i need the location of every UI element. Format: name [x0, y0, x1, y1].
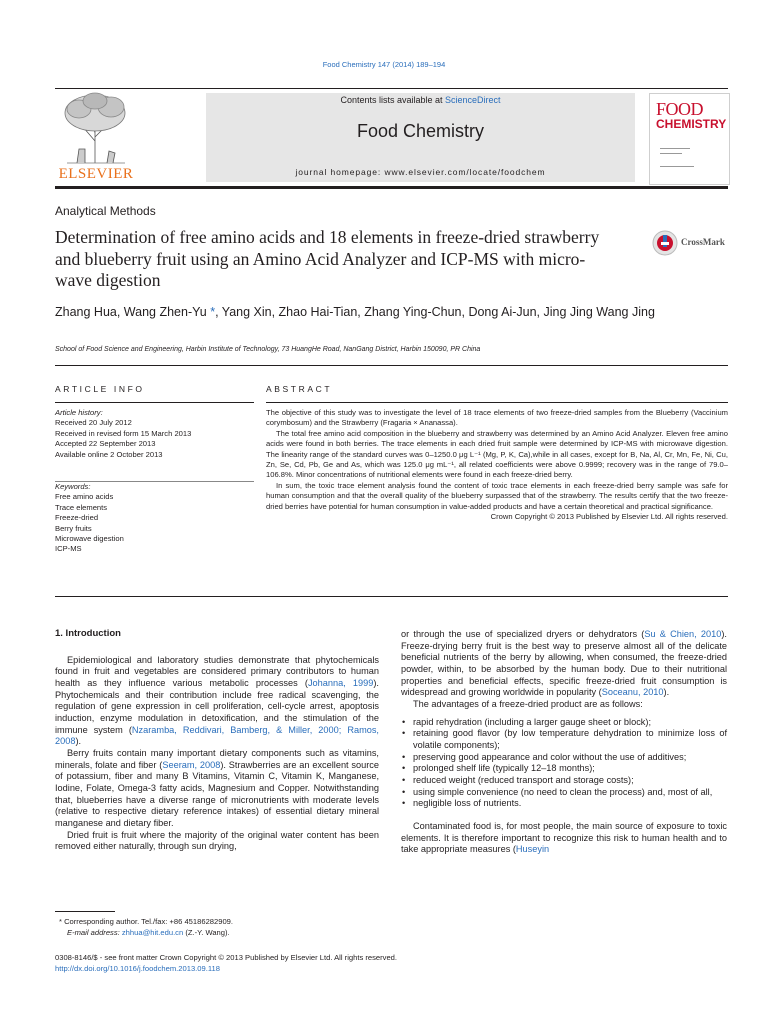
journal-reference[interactable]: Food Chemistry 147 (2014) 189–194	[322, 60, 446, 69]
citation-link[interactable]: Huseyin	[515, 844, 550, 855]
list-item: • rapid rehydration (including a larger gauge sheet or block);	[401, 717, 727, 729]
text-run: ). Phytochemicals and their contribution include free radical scavenging, the regulation of gene expression in cell proliferation, cell-cycle arrest, apoptosis induction, enzyme modulation in detoxification, and the stimulation of the immune system (	[55, 677, 379, 735]
abstract-rule	[266, 402, 728, 403]
keyword-item: Berry fruits	[55, 523, 92, 533]
list-item: • prolonged shelf life (typically 12–18 months);	[401, 763, 727, 775]
abstract-paragraph: The objective of this study was to investigate the level of 18 trace elements of two freeze-dried samples from the Blueberry (Vaccinium corymbosum) and the Strawberry (Fragaria × Ananassa).	[266, 408, 728, 428]
text-run: Contaminated food is, for most people, the main source of exposure to toxic elements. It is therefore important to recognize this risk to human health and to take appropriate measures (	[401, 820, 727, 855]
history-item: Available online 2 October 2013	[55, 449, 163, 459]
history-item: Received 20 July 2012	[55, 418, 132, 428]
list-item: • preserving good appearance and color without the use of additives;	[401, 752, 727, 764]
body-paragraph: Dried fruit is fruit where the majority of the original water content has been removed either naturally, through sun drying,	[55, 829, 379, 852]
crossmark-icon[interactable]	[652, 230, 678, 261]
text-run: or through the use of specialized dryers or dehydrators (	[401, 629, 645, 639]
article-info-heading: ARTICLE INFO	[55, 384, 145, 394]
corresponding-author-marker[interactable]: *	[206, 305, 216, 319]
keyword-item: Freeze-dried	[55, 513, 99, 523]
author-list	[55, 304, 695, 320]
list-item: • negligible loss of nutrients.	[401, 798, 727, 810]
article-history	[55, 408, 254, 460]
history-item: Accepted 22 September 2013	[55, 439, 156, 449]
corresponding-author-note: * Corresponding author. Tel./fax: +86 45186282909.	[59, 917, 234, 926]
paper-title: Determination of free amino acids and 18 elements in freeze-dried strawberry and blueberry fruit using an Amino Acid Analyzer and ICP-MS with micro-wave digestion	[55, 227, 600, 290]
authors-first: Zhang Hua, Wang Zhen-Yu	[55, 305, 207, 319]
list-item: • retaining good flavor (by low temperature dehydration to minimize loss of volatile components);	[401, 728, 727, 751]
abstract-bottom-rule	[55, 596, 728, 597]
text-run: ).	[75, 736, 82, 747]
email-link[interactable]: zhhua@hit.edu.cn	[121, 928, 184, 937]
keyword-item: Trace elements	[55, 502, 108, 512]
header-rule-bottom	[55, 186, 728, 189]
email-suffix: (Z.-Y. Wang).	[183, 928, 230, 937]
history-label: Article history:	[55, 408, 103, 417]
keyword-item: ICP-MS	[55, 544, 82, 554]
cover-title-food: FOOD	[656, 99, 704, 119]
citation-link[interactable]: Soceanu, 2010	[601, 687, 664, 698]
text-run: Berry fruits contain many important dietary components such as vitamins, minerals, folate and fiber (	[55, 747, 379, 770]
homepage-url[interactable]: www.elsevier.com/locate/foodchem	[384, 167, 546, 177]
keyword-item: Microwave digestion	[55, 534, 124, 544]
cover-text-line	[660, 153, 682, 154]
abstract-paragraph: In sum, the toxic trace element analysis found the content of toxic trace elements in each freeze-dried berry sample was safe for human consumption and that the overall quality of the blueberry surpassed that of the strawberry. The results certify that the two freeze-dried berries have potential for human consumption in value-added products and have a certain theoretical and practical significance.	[266, 480, 728, 511]
page-footer	[55, 952, 655, 974]
body-paragraph	[55, 748, 379, 830]
introduction-heading: 1. Introduction	[55, 628, 121, 639]
text-run: ). Strawberries are an excellent source of potassium, fiber and many B Vitamins, Vitamin C, Vitamin K, Manganese, Iodine, Folate, Omega-3 fatty acids, Magnesium and Copper. Notwithstanding that, blueberries have a diverse range of micronutrients with moderate levels (relative to respective dietary reference intakes) of essential dietary mineral manganese and dietary fiber.	[55, 759, 380, 828]
section-label: Analytical Methods	[55, 204, 156, 218]
journal-homepage	[206, 167, 635, 177]
body-paragraph	[401, 821, 727, 856]
cover-text-line	[660, 166, 694, 167]
header-rule-top	[55, 88, 728, 89]
keywords-label: Keywords:	[55, 482, 91, 491]
issn-line: 0308-8146/$ - see front matter Crown Copyright © 2013 Published by Elsevier Ltd. All rights reserved.	[55, 953, 398, 962]
cover-title-chemistry: CHEMISTRY	[656, 117, 727, 131]
elsevier-wordmark: ELSEVIER	[58, 166, 134, 182]
citation-link[interactable]: Su & Chien, 2010	[644, 629, 722, 639]
keyword-item: Free amino acids	[55, 492, 114, 502]
abstract-paragraph: The total free amino acid composition in the blueberry and strawberry was determined by an Amino Acid Analyzer. Eleven free amino acids were found in both berries. The trace elements in each dried fruit sample were determined by ICP-MS with microwave digestion. The linearity range of the standard curves was 0–1250.0 μg L⁻¹ (Mg, P, K, Ca),while in all cases, except for B, Na, Al, Cr, Mn, Fe, Ni, Cu, Zn, Se, Cd, Pb, Ge and As, which was 125.0 μg mL⁻¹, all related coefficients were above 0.9999; recovery was in the range of 79.0–106.8%. Minor concentrations of nutritional elements were found in each freeze-dried berry.	[266, 428, 728, 480]
list-item: • using simple convenience (no need to clean the process) and, most of all,	[401, 787, 727, 799]
footnote	[55, 916, 385, 938]
list-item: • reduced weight (reduced transport and storage costs);	[401, 775, 727, 787]
body-column-right	[401, 629, 727, 856]
cover-text-line	[660, 148, 690, 149]
text-run: Epidemiological and laboratory studies demonstrate that phytochemicals found in fruit and vegetables are considered primary contributors to human health as they influence various metabolic processes (	[55, 654, 379, 688]
citation-link[interactable]: Seeram, 2008	[162, 759, 221, 770]
body-column-left	[55, 628, 379, 853]
text-run: ). Freeze-drying berry fruit is the best way to preserve almost all of the delicate beneficial nutrients of the berry by allowing, when consumed, the freeze-dried powder, within, to be absorbed by the human body. Due to their nutritional properties and beneficial effects, specific freeze-dried fruit consumption is widespread and growing worldwide in popularity (	[401, 629, 727, 698]
citation-link[interactable]: Johanna, 1999	[307, 677, 374, 688]
citation-link[interactable]: Nzaramba, Reddivari, Bamberg, & Miller, 2000; Ramos, 2008	[55, 724, 379, 747]
sciencedirect-link[interactable]: ScienceDirect	[445, 95, 501, 105]
email-label: E-mail address:	[67, 928, 122, 937]
advantages-list	[401, 717, 727, 810]
authors-rest: , Yang Xin, Zhao Hai-Tian, Zhang Ying-Chun, Dong Ai-Jun, Jing Jing Wang Jing	[215, 305, 655, 319]
abstract-body	[266, 408, 728, 522]
contents-line	[206, 95, 635, 105]
abstract-copyright: Crown Copyright © 2013 Published by Elsevier Ltd. All rights reserved.	[490, 512, 728, 522]
journal-title: Food Chemistry	[356, 121, 485, 141]
contents-prefix: Contents lists available at	[340, 95, 446, 105]
crossmark-label[interactable]: CrossMark	[681, 237, 725, 247]
footnote-rule	[55, 911, 115, 912]
article-info-rule	[55, 402, 254, 403]
email-note	[55, 927, 385, 938]
body-paragraph	[55, 655, 379, 748]
text-run: ).	[663, 687, 670, 698]
body-paragraph: The advantages of a freeze-dried product are as follows:	[413, 698, 643, 709]
body-paragraph	[401, 629, 727, 699]
abstract-heading: ABSTRACT	[266, 384, 333, 394]
affiliation: School of Food Science and Engineering, Harbin Institute of Technology, 73 HuangHe Road, NanGang District, Harbin 150090, PR China	[55, 346, 481, 353]
history-item: Received in revised form 15 March 2013	[55, 428, 192, 438]
homepage-prefix: journal homepage:	[295, 167, 385, 177]
doi-link[interactable]: http://dx.doi.org/10.1016/j.foodchem.2013.09.118	[55, 964, 220, 973]
affiliation-rule	[55, 365, 728, 366]
keywords	[55, 482, 254, 555]
